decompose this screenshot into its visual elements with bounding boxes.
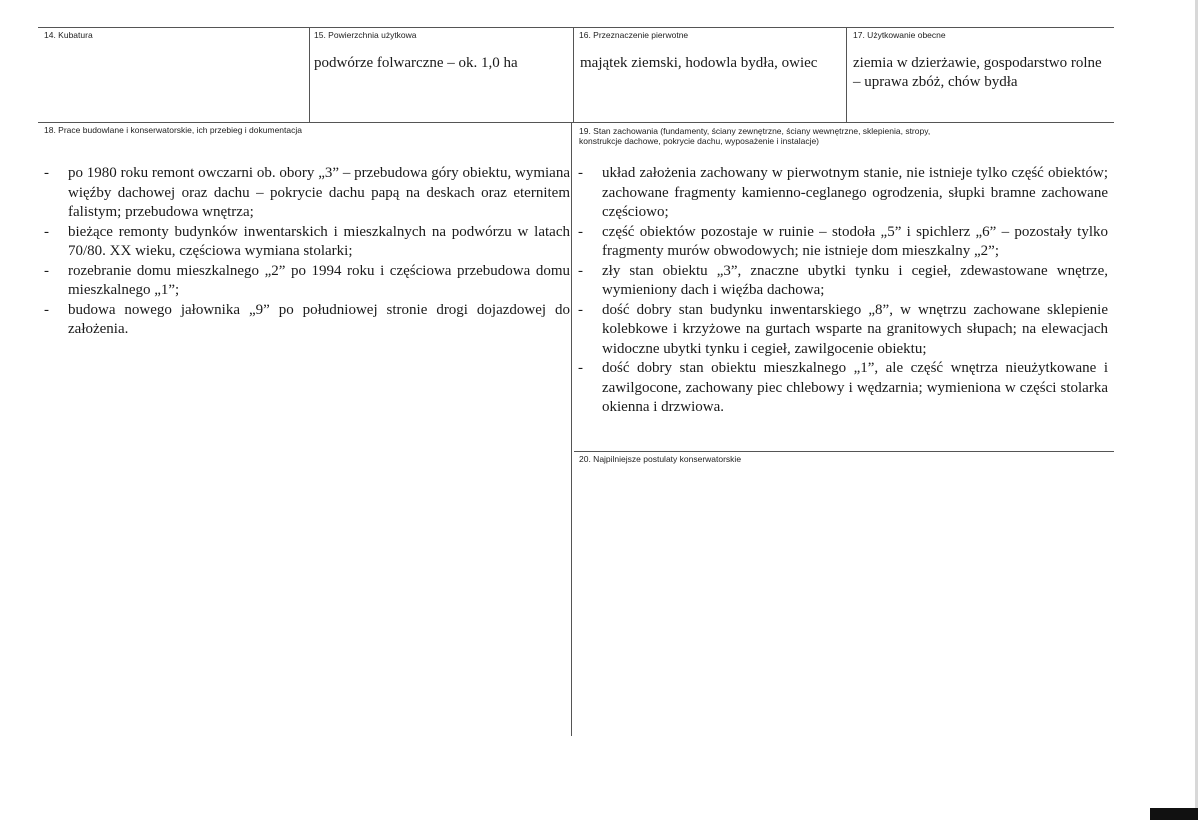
top-row-bottom-border xyxy=(38,122,1114,123)
list-item xyxy=(578,262,1108,301)
list-item xyxy=(44,164,570,223)
list-item xyxy=(578,359,1108,418)
list-item-text: bieżące remonty budynków inwentarskich i mieszkalnych na podwórzu w latach 70/80. XX wieku, częściowa wymiana stolarki; xyxy=(68,223,570,259)
powierzchnia-value: podwórze folwarczne – ok. 1,0 ha xyxy=(314,55,518,71)
list-item-text: zły stan obiektu „3”, znaczne ubytki tynku i cegieł, zdewastowane wnętrze, wymieniony dach i więźba dachowa; xyxy=(602,262,1108,298)
list-item-text: rozebranie domu mieszkalnego „2” po 1994 roku i częściowa przebudowa domu mieszkalnego „1”; xyxy=(68,262,570,298)
list-dash: - xyxy=(44,301,49,318)
list-item-text: dość dobry stan obiektu mieszkalnego „1”, ale część wnętrza nieużytkowane i zawilgocone, zachowany piec chlebowy i wędzarnia; wymieniona w części stolarka okienna i drzwiowa. xyxy=(602,360,1108,415)
list-item xyxy=(44,301,570,340)
list-item-text: budowa nowego jałownika „9” po południowej stronie drogi dojazdowej do założenia. xyxy=(68,301,570,337)
list-item xyxy=(578,164,1108,223)
przeznaczenie-value: majątek ziemski, hodowla bydła, owiec xyxy=(580,55,818,71)
list-item-text: dość dobry stan budynku inwentarskiego „8”, w wnętrzu zachowane sklepienie kolebkowe i krzyżowe na gurtach wsparte na granitowych słupach; na elewacjach widoczne ubytki tynku i cegieł, zawilgocenie obiektu; xyxy=(602,301,1108,357)
list-item-text: po 1980 roku remont owczarni ob. obory „3” – przebudowa góry obiektu, wymiana więźby dachowej oraz dachu – pokrycie dachu papą na deskach oraz eternitem falistym; przebudowa wnętrza; xyxy=(68,165,570,220)
uzytkowanie-value: ziemia w dzierżawie, gospodarstwo rolne – uprawa zbóż, chów bydła xyxy=(853,55,1102,90)
main-column-divider xyxy=(571,122,572,736)
list-item xyxy=(44,223,570,262)
section19-label-line2: konstrukcje dachowe, pokrycie dachu, wyposażenie i instalacje) xyxy=(579,136,820,146)
section18-label: 18. Prace budowlane i konserwatorskie, ich przebieg i dokumentacja xyxy=(44,125,302,135)
list-dash: - xyxy=(578,360,583,376)
list-dash: - xyxy=(44,223,49,240)
section20-label: 20. Najpilniejsze postulaty konserwatorskie xyxy=(579,454,742,464)
list-item xyxy=(44,262,570,301)
section19-label-line1: 19. Stan zachowania (fundamenty, ściany zewnętrzne, ściany wewnętrzne, sklepienia, stropy, xyxy=(579,126,931,136)
list-item xyxy=(578,223,1108,262)
list-item-text: część obiektów pozostaje w ruinie – stodoła „5” i spichlerz „6” – pozostały tylko fragmenty murów obwodowych; nie istnieje dom mieszkalny „2”; xyxy=(602,223,1108,259)
list-dash: - xyxy=(578,165,583,181)
list-item xyxy=(578,301,1108,360)
przeznaczenie-label: 16. Przeznaczenie pierwotne xyxy=(579,30,689,40)
divider-14-15 xyxy=(309,27,310,122)
divider-16-17 xyxy=(846,27,847,122)
top-row-top-border xyxy=(38,27,1114,28)
section18-list xyxy=(44,164,570,340)
list-dash: - xyxy=(578,262,583,279)
powierzchnia-label: 15. Powierzchnia użytkowa xyxy=(314,30,417,40)
list-dash: - xyxy=(578,301,583,318)
list-dash: - xyxy=(44,262,49,279)
scan-corner-mark xyxy=(1150,808,1198,820)
divider-15-16 xyxy=(573,27,574,122)
section19-list xyxy=(578,164,1108,418)
list-dash: - xyxy=(44,165,49,181)
uzytkowanie-label: 17. Użytkowanie obecne xyxy=(853,30,946,40)
list-dash: - xyxy=(578,223,583,240)
list-item-text: układ założenia zachowany w pierwotnym stanie, nie istnieje tylko część obiektów; zachowane fragmenty kamienno-ceglanego ogrodzenia, słupki bramne zachowane częściowo; xyxy=(602,165,1108,220)
kubatura-label: 14. Kubatura xyxy=(44,30,93,40)
section20-top-border xyxy=(574,451,1114,452)
